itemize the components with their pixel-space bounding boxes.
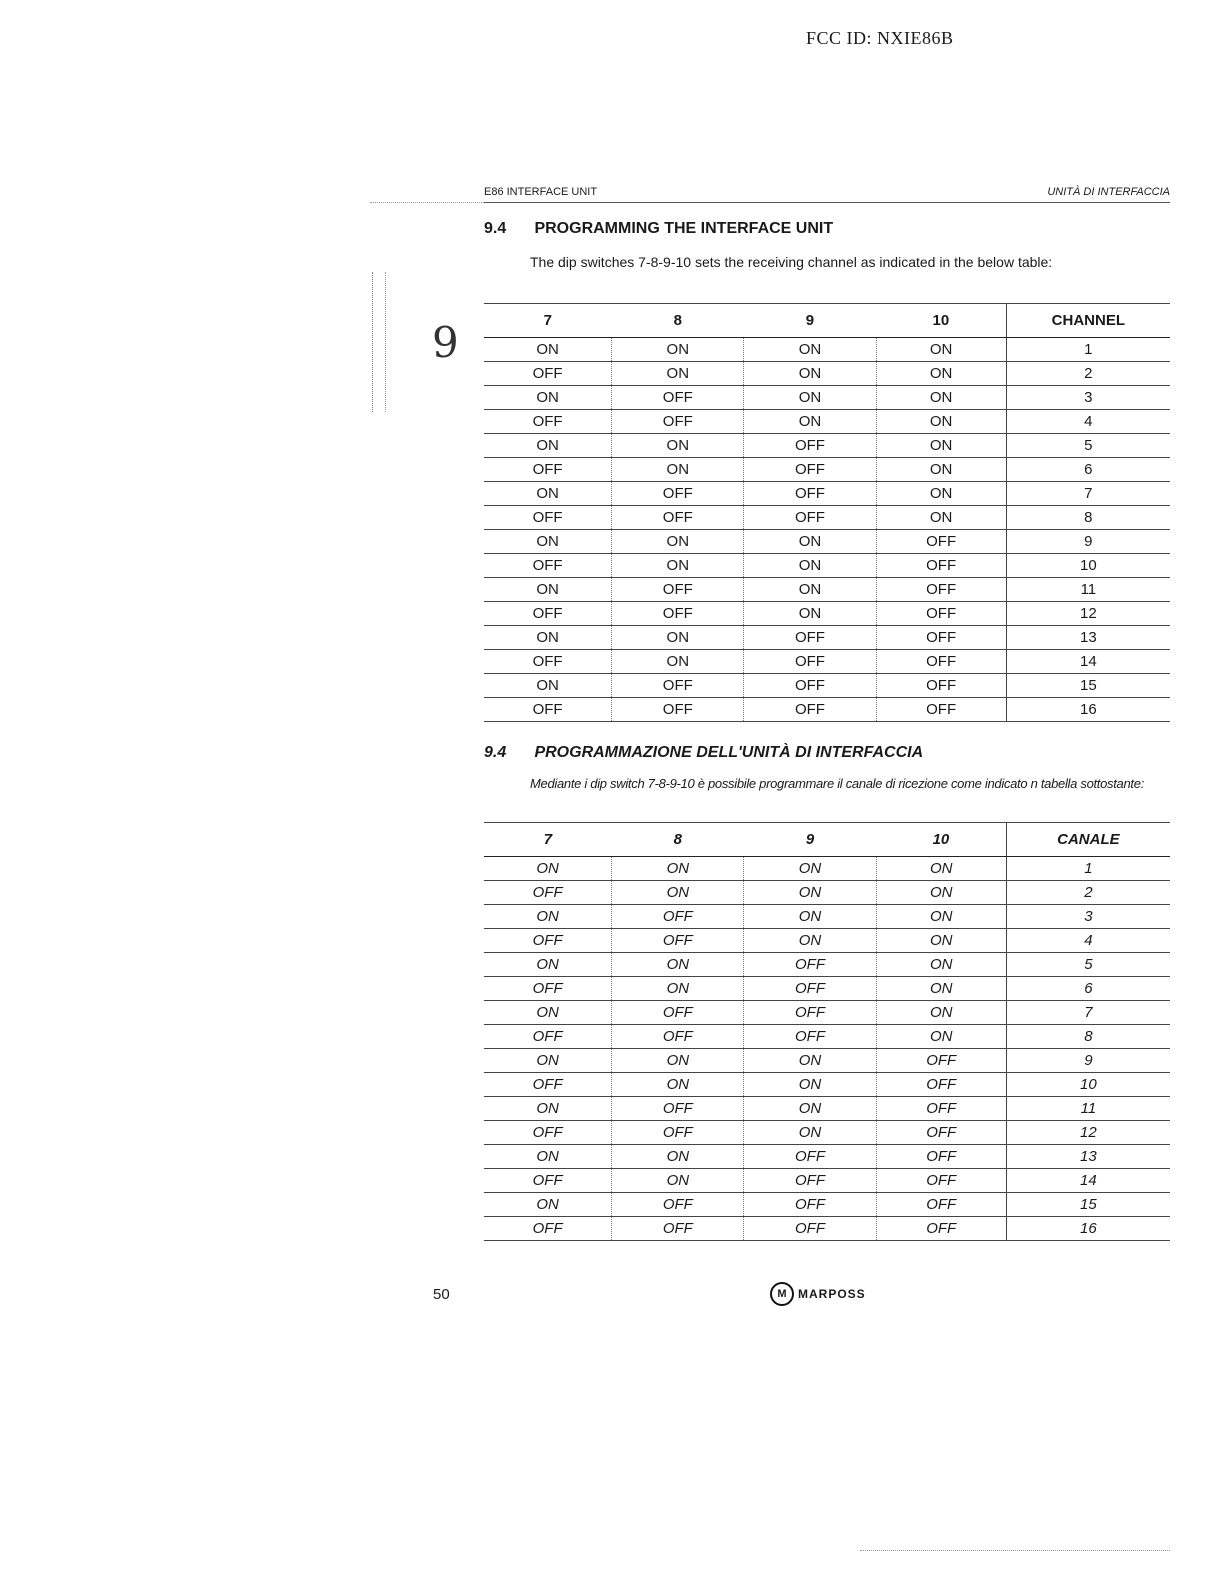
switch-state-cell: ON (484, 386, 612, 410)
channel-cell: 10 (1006, 1073, 1170, 1097)
col-header-9: 9 (744, 304, 876, 338)
switch-state-cell: OFF (612, 386, 744, 410)
switch-state-cell: OFF (876, 578, 1006, 602)
switch-state-cell: OFF (484, 977, 612, 1001)
switch-state-cell: OFF (876, 1049, 1006, 1073)
switch-state-cell: OFF (484, 1217, 612, 1241)
table-row (484, 953, 1170, 977)
switch-state-cell: ON (744, 554, 876, 578)
switch-state-cell: ON (876, 458, 1006, 482)
col-header-channel: CHANNEL (1006, 304, 1170, 338)
switch-state-cell: ON (612, 1073, 744, 1097)
channel-cell: 3 (1006, 386, 1170, 410)
switch-state-cell: OFF (744, 674, 876, 698)
channel-cell: 15 (1006, 674, 1170, 698)
channel-cell: 14 (1006, 1169, 1170, 1193)
switch-state-cell: ON (484, 434, 612, 458)
switch-state-cell: OFF (876, 1121, 1006, 1145)
channel-cell: 14 (1006, 650, 1170, 674)
switch-state-cell: ON (744, 1073, 876, 1097)
margin-marks (372, 272, 386, 412)
switch-state-cell: OFF (876, 554, 1006, 578)
switch-state-cell: OFF (612, 1025, 744, 1049)
section-number-it: 9.4 (484, 744, 507, 761)
switch-state-cell: OFF (744, 1193, 876, 1217)
switch-state-cell: ON (612, 626, 744, 650)
switch-state-cell: ON (744, 338, 876, 362)
switch-state-cell: OFF (744, 1001, 876, 1025)
switch-state-cell: ON (484, 578, 612, 602)
channel-cell: 9 (1006, 1049, 1170, 1073)
switch-state-cell: ON (876, 977, 1006, 1001)
switch-state-cell: ON (484, 1193, 612, 1217)
col-header-10: 10 (876, 304, 1006, 338)
switch-state-cell: ON (484, 857, 612, 881)
channel-cell: 2 (1006, 881, 1170, 905)
channel-cell: 9 (1006, 530, 1170, 554)
switch-state-cell: OFF (876, 650, 1006, 674)
switch-state-cell: ON (744, 386, 876, 410)
channel-cell: 6 (1006, 977, 1170, 1001)
marposs-logo (770, 1282, 866, 1306)
switch-state-cell: OFF (612, 482, 744, 506)
switch-state-cell: ON (612, 1049, 744, 1073)
section-heading-en: PROGRAMMING THE INTERFACE UNIT (534, 220, 834, 237)
table-row (484, 482, 1170, 506)
table-row (484, 929, 1170, 953)
channel-cell: 13 (1006, 626, 1170, 650)
switch-state-cell: OFF (744, 953, 876, 977)
table-row (484, 386, 1170, 410)
switch-state-cell: ON (612, 1169, 744, 1193)
switch-state-cell: OFF (484, 554, 612, 578)
table-row (484, 1217, 1170, 1241)
switch-state-cell: ON (744, 578, 876, 602)
table-row (484, 362, 1170, 386)
table-row (484, 650, 1170, 674)
switch-state-cell: ON (612, 554, 744, 578)
switch-state-cell: OFF (484, 602, 612, 626)
section-number-en: 9.4 (484, 220, 507, 237)
switch-state-cell: ON (744, 905, 876, 929)
switch-state-cell: OFF (484, 506, 612, 530)
table-row (484, 602, 1170, 626)
table-row (484, 1193, 1170, 1217)
running-header (484, 186, 1170, 203)
channel-cell: 12 (1006, 1121, 1170, 1145)
switch-state-cell: OFF (612, 410, 744, 434)
switch-state-cell: OFF (876, 626, 1006, 650)
switch-state-cell: ON (612, 362, 744, 386)
switch-state-cell: ON (876, 905, 1006, 929)
switch-state-cell: OFF (744, 698, 876, 722)
table-row (484, 674, 1170, 698)
table-header-row (484, 304, 1170, 338)
col-header-8: 8 (612, 304, 744, 338)
channel-cell: 10 (1006, 554, 1170, 578)
switch-state-cell: OFF (484, 1073, 612, 1097)
table-row (484, 506, 1170, 530)
switch-state-cell: OFF (744, 458, 876, 482)
switch-state-cell: OFF (744, 1169, 876, 1193)
switch-state-cell: OFF (484, 1025, 612, 1049)
table-row (484, 458, 1170, 482)
chapter-mark: 9 (432, 318, 459, 367)
switch-state-cell: OFF (612, 1121, 744, 1145)
intro-it: Mediante i dip switch 7-8-9-10 è possibile programmare il canale di ricezione come indicato n tabella sottostante: (530, 776, 1144, 791)
channel-cell: 6 (1006, 458, 1170, 482)
channel-table-it (484, 822, 1170, 1241)
footer-rule (860, 1550, 1170, 1551)
switch-state-cell: OFF (612, 578, 744, 602)
switch-state-cell: ON (484, 338, 612, 362)
table-row (484, 578, 1170, 602)
switch-state-cell: OFF (484, 1121, 612, 1145)
switch-state-cell: ON (876, 953, 1006, 977)
col-header-8: 8 (612, 823, 744, 857)
section-title-en (484, 220, 833, 238)
switch-state-cell: OFF (484, 458, 612, 482)
page-number: 50 (433, 1286, 450, 1303)
channel-cell: 1 (1006, 857, 1170, 881)
switch-state-cell: OFF (876, 602, 1006, 626)
switch-state-cell: OFF (612, 905, 744, 929)
table-row (484, 1145, 1170, 1169)
col-header-7: 7 (484, 304, 612, 338)
switch-state-cell: ON (876, 857, 1006, 881)
switch-state-cell: OFF (484, 929, 612, 953)
switch-state-cell: OFF (876, 1217, 1006, 1241)
channel-cell: 11 (1006, 1097, 1170, 1121)
table-row (484, 338, 1170, 362)
fcc-id: FCC ID: NXIE86B (806, 28, 954, 48)
table-row (484, 977, 1170, 1001)
switch-state-cell: OFF (744, 506, 876, 530)
switch-state-cell: OFF (876, 1145, 1006, 1169)
switch-state-cell: ON (612, 857, 744, 881)
channel-cell: 5 (1006, 953, 1170, 977)
table-row (484, 1073, 1170, 1097)
table-row (484, 1049, 1170, 1073)
intro-en: The dip switches 7-8-9-10 sets the receiving channel as indicated in the below table: (530, 254, 1053, 270)
table-row (484, 434, 1170, 458)
col-header-7: 7 (484, 823, 612, 857)
channel-cell: 7 (1006, 1001, 1170, 1025)
channel-table-en (484, 303, 1170, 722)
section-heading-it: PROGRAMMAZIONE DELL'UNITÀ DI INTERFACCIA (534, 744, 924, 761)
switch-state-cell: ON (484, 674, 612, 698)
switch-state-cell: OFF (744, 1217, 876, 1241)
switch-state-cell: OFF (612, 1097, 744, 1121)
switch-state-cell: OFF (484, 881, 612, 905)
header-rule-left (370, 202, 484, 203)
switch-state-cell: ON (744, 881, 876, 905)
table-row (484, 905, 1170, 929)
switch-state-cell: OFF (876, 698, 1006, 722)
switch-state-cell: ON (876, 362, 1006, 386)
switch-state-cell: OFF (744, 1025, 876, 1049)
channel-cell: 11 (1006, 578, 1170, 602)
switch-state-cell: ON (484, 1097, 612, 1121)
logo-text: MARPOSS (798, 1287, 866, 1301)
switch-state-cell: ON (744, 362, 876, 386)
col-header-canale: CANALE (1006, 823, 1170, 857)
switch-state-cell: OFF (612, 698, 744, 722)
switch-state-cell: ON (612, 458, 744, 482)
switch-state-cell: ON (612, 1145, 744, 1169)
channel-cell: 5 (1006, 434, 1170, 458)
switch-state-cell: OFF (612, 929, 744, 953)
switch-state-cell: ON (876, 929, 1006, 953)
channel-cell: 16 (1006, 1217, 1170, 1241)
switch-state-cell: OFF (744, 482, 876, 506)
switch-state-cell: OFF (484, 650, 612, 674)
switch-state-cell: OFF (876, 674, 1006, 698)
table-row (484, 1025, 1170, 1049)
switch-state-cell: ON (744, 602, 876, 626)
switch-state-cell: OFF (744, 1145, 876, 1169)
table-row (484, 1097, 1170, 1121)
switch-state-cell: OFF (744, 650, 876, 674)
channel-cell: 12 (1006, 602, 1170, 626)
header-left: E86 INTERFACE UNIT (484, 186, 598, 198)
switch-state-cell: ON (484, 482, 612, 506)
channel-cell: 13 (1006, 1145, 1170, 1169)
channel-cell: 4 (1006, 410, 1170, 434)
channel-cell: 2 (1006, 362, 1170, 386)
switch-state-cell: ON (744, 1121, 876, 1145)
switch-state-cell: ON (876, 338, 1006, 362)
header-right: UNITÀ DI INTERFACCIA (1047, 186, 1170, 198)
switch-state-cell: OFF (484, 1169, 612, 1193)
switch-state-cell: OFF (876, 1097, 1006, 1121)
channel-cell: 4 (1006, 929, 1170, 953)
switch-state-cell: ON (612, 338, 744, 362)
table-row (484, 881, 1170, 905)
switch-state-cell: OFF (612, 506, 744, 530)
switch-state-cell: OFF (612, 1001, 744, 1025)
table-row (484, 530, 1170, 554)
switch-state-cell: OFF (612, 1217, 744, 1241)
col-header-9: 9 (744, 823, 876, 857)
channel-cell: 8 (1006, 506, 1170, 530)
switch-state-cell: ON (744, 857, 876, 881)
switch-state-cell: ON (744, 929, 876, 953)
switch-state-cell: OFF (876, 1169, 1006, 1193)
switch-state-cell: ON (876, 881, 1006, 905)
switch-state-cell: ON (744, 530, 876, 554)
switch-state-cell: ON (744, 1049, 876, 1073)
marposs-logo-icon: M (770, 1282, 794, 1306)
switch-state-cell: ON (484, 626, 612, 650)
switch-state-cell: ON (744, 410, 876, 434)
switch-state-cell: ON (744, 1097, 876, 1121)
table-row (484, 698, 1170, 722)
table-row (484, 410, 1170, 434)
switch-state-cell: OFF (612, 602, 744, 626)
switch-state-cell: ON (612, 953, 744, 977)
switch-state-cell: OFF (744, 434, 876, 458)
table-row (484, 554, 1170, 578)
switch-state-cell: ON (876, 410, 1006, 434)
switch-state-cell: OFF (484, 362, 612, 386)
switch-state-cell: ON (876, 1001, 1006, 1025)
channel-cell: 16 (1006, 698, 1170, 722)
switch-state-cell: ON (484, 1145, 612, 1169)
switch-state-cell: ON (876, 1025, 1006, 1049)
channel-cell: 7 (1006, 482, 1170, 506)
section-title-it (484, 744, 923, 762)
channel-cell: 3 (1006, 905, 1170, 929)
col-header-10: 10 (876, 823, 1006, 857)
table-row (484, 857, 1170, 881)
switch-state-cell: OFF (876, 1193, 1006, 1217)
switch-state-cell: OFF (612, 1193, 744, 1217)
switch-state-cell: OFF (484, 410, 612, 434)
switch-state-cell: OFF (484, 698, 612, 722)
channel-cell: 8 (1006, 1025, 1170, 1049)
switch-state-cell: ON (876, 482, 1006, 506)
table-row (484, 1169, 1170, 1193)
table-row (484, 1121, 1170, 1145)
channel-cell: 1 (1006, 338, 1170, 362)
channel-cell: 15 (1006, 1193, 1170, 1217)
switch-state-cell: OFF (876, 1073, 1006, 1097)
switch-state-cell: OFF (876, 530, 1006, 554)
switch-state-cell: ON (484, 905, 612, 929)
switch-state-cell: ON (484, 953, 612, 977)
switch-state-cell: ON (484, 1049, 612, 1073)
table-row (484, 626, 1170, 650)
switch-state-cell: OFF (744, 626, 876, 650)
switch-state-cell: OFF (744, 977, 876, 1001)
switch-state-cell: ON (612, 530, 744, 554)
switch-state-cell: ON (876, 386, 1006, 410)
switch-state-cell: ON (484, 530, 612, 554)
switch-state-cell: ON (612, 881, 744, 905)
switch-state-cell: ON (612, 977, 744, 1001)
table-header-row (484, 823, 1170, 857)
switch-state-cell: ON (612, 650, 744, 674)
switch-state-cell: ON (876, 434, 1006, 458)
switch-state-cell: ON (876, 506, 1006, 530)
switch-state-cell: OFF (612, 674, 744, 698)
switch-state-cell: ON (612, 434, 744, 458)
table-row (484, 1001, 1170, 1025)
switch-state-cell: ON (484, 1001, 612, 1025)
